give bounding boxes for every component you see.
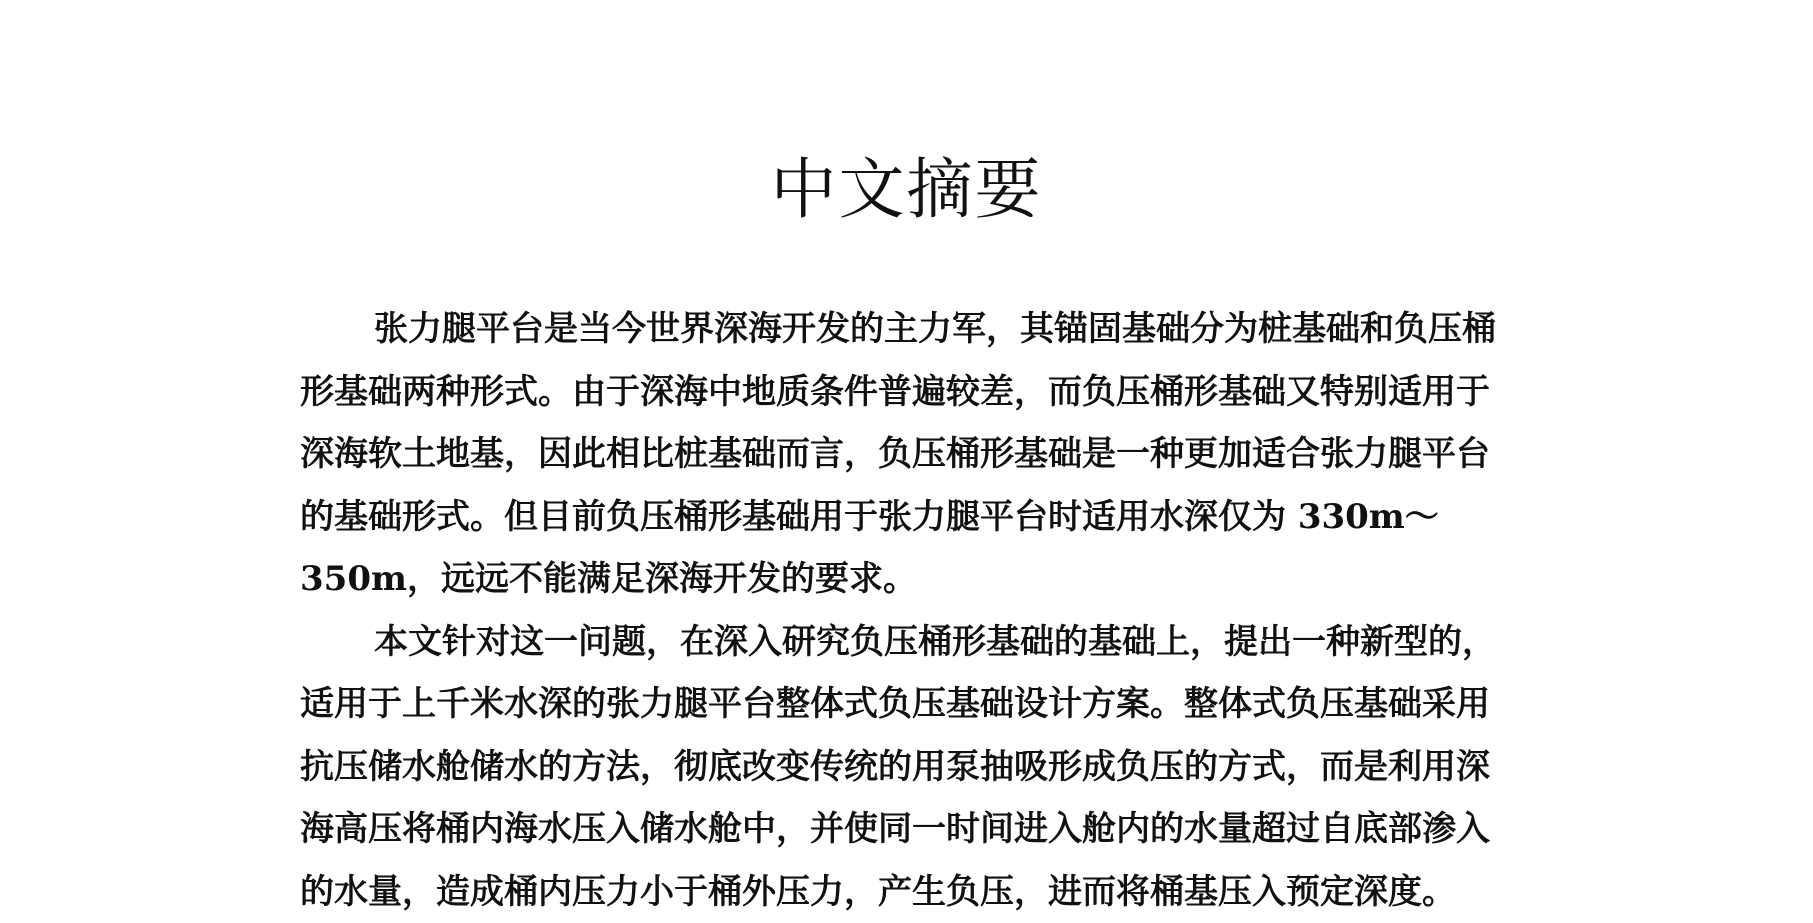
paragraph-2-line-2: 适用于上千米水深的张力腿平台整体式负压基础设计方案。整体式负压基础采用 <box>300 673 1545 736</box>
paragraph-1-line-2: 形基础两种形式。由于深海中地质条件普遍较差，而负压桶形基础又特别适用于 <box>300 361 1545 424</box>
paragraph-2-line-3: 抗压储水舱储水的方法，彻底改变传统的用泵抽吸形成负压的方式，而是利用深 <box>300 736 1545 799</box>
paragraph-1-line-1: 张力腿平台是当今世界深海开发的主力军，其锚固基础分为桩基础和负压桶 <box>300 298 1545 361</box>
paragraph-1-line-3: 深海软土地基，因此相比桩基础而言，负压桶形基础是一种更加适合张力腿平台 <box>300 423 1545 486</box>
abstract-body <box>300 298 1545 923</box>
paragraph-2-line-4: 海高压将桶内海水压入储水舱中，并使同一时间进入舱内的水量超过自底部渗入 <box>300 798 1545 861</box>
paragraph-2-line-1: 本文针对这一问题，在深入研究负压桶形基础的基础上，提出一种新型的， <box>300 611 1545 674</box>
paragraph-1-line-4: 的基础形式。但目前负压桶形基础用于张力腿平台时适用水深仅为 330m～ <box>300 486 1545 549</box>
page-title: 中文摘要 <box>0 150 1813 230</box>
paragraph-2-line-5: 的水量，造成桶内压力小于桶外压力，产生负压，进而将桶基压入预定深度。 <box>300 861 1545 923</box>
paragraph-1-line-5: 350m，远远不能满足深海开发的要求。 <box>300 548 1545 611</box>
